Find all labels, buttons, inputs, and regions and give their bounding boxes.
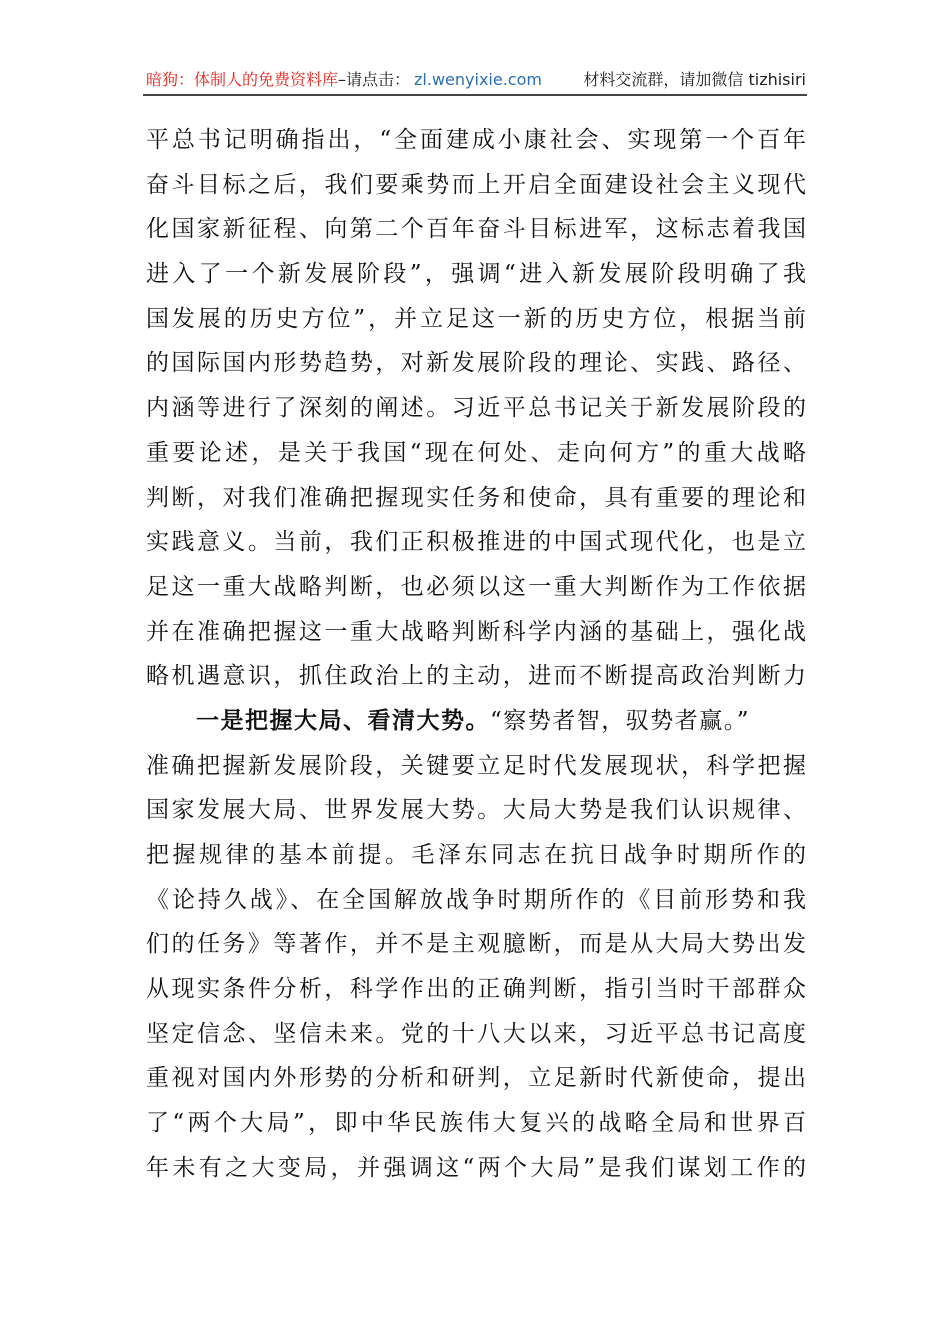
text-line: 平总书记明确指出，“全面建成小康社会、实现第一个百年 [146, 127, 806, 153]
document-body [146, 118, 806, 1191]
text-line: 们的任务》等著作，并不是主观臆断，而是从大局大势出发 [146, 931, 806, 958]
text-line: 判断，对我们准确把握现实任务和使命，具有重要的理论和 [146, 484, 806, 511]
text-line: 实践意义。当前，我们正积极推进的中国式现代化，也是立 [146, 529, 806, 556]
text-line: 国发展的历史方位”，并立足这一新的历史方位，根据当前 [146, 305, 806, 332]
text-line: 化国家新征程、向第二个百年奋斗目标进军，这标志着我国 [146, 216, 806, 243]
heading-quote: “察势者智，驭势者赢。” [490, 707, 751, 734]
header-prompt: –请点击： [338, 70, 411, 89]
header-brand: 暗狗：体制人的免费资料库 [146, 70, 339, 89]
text-line: 了“两个大局”，即中华民族伟大复兴的战略全局和世界百 [146, 1110, 806, 1137]
section-heading-paragraph [146, 699, 806, 744]
text-line: 从现实条件分析，科学作出的正确判断，指引当时干部群众 [146, 976, 806, 1003]
header-divider [143, 94, 807, 96]
text-line: 内涵等进行了深刻的阐述。习近平总书记关于新发展阶段的 [146, 395, 806, 422]
text-line: 奋斗目标之后，我们要乘势而上开启全面建设社会主义现代 [146, 171, 806, 198]
text-line: 把握规律的基本前提。毛泽东同志在抗日战争时期所作的 [146, 842, 806, 868]
text-line: 国家发展大局、世界发展大势。大局大势是我们认识规律、 [146, 797, 806, 824]
text-line: 《论持久战》、在全国解放战争时期所作的《目前形势和我 [146, 886, 806, 913]
header-link[interactable]: zl.wenyixie.com [414, 70, 542, 89]
text-line: 的国际国内形势趋势，对新发展阶段的理论、实践、路径、 [146, 350, 806, 377]
text-line: 并在准确把握这一重大战略判断科学内涵的基础上，强化战 [146, 618, 806, 645]
text-line: 准确把握新发展阶段，关键要立足时代发展现状，科学把握 [146, 752, 806, 779]
text-line: 重要论述，是关于我国“现在何处、走向何方”的重大战略 [146, 439, 806, 466]
page-header [146, 68, 806, 92]
text-line: 进入了一个新发展阶段”，强调“进入新发展阶段明确了我 [146, 261, 806, 288]
text-line: 略机遇意识，抓住政治上的主动，进而不断提高政治判断力 [146, 663, 806, 690]
text-line: 年未有之大变局，并强调这“两个大局”是我们谋划工作的 [146, 1154, 806, 1181]
section-heading: 一是把握大局、看清大势。 [196, 707, 490, 734]
header-contact: 材料交流群，请加微信 tizhisiri [583, 70, 806, 89]
text-line: 坚定信念、坚信未来。党的十八大以来，习近平总书记高度 [146, 1020, 806, 1047]
text-line: 足这一重大战略判断，也必须以这一重大判断作为工作依据 [146, 573, 806, 600]
text-line: 重视对国内外形势的分析和研判，立足新时代新使命，提出 [146, 1065, 806, 1092]
